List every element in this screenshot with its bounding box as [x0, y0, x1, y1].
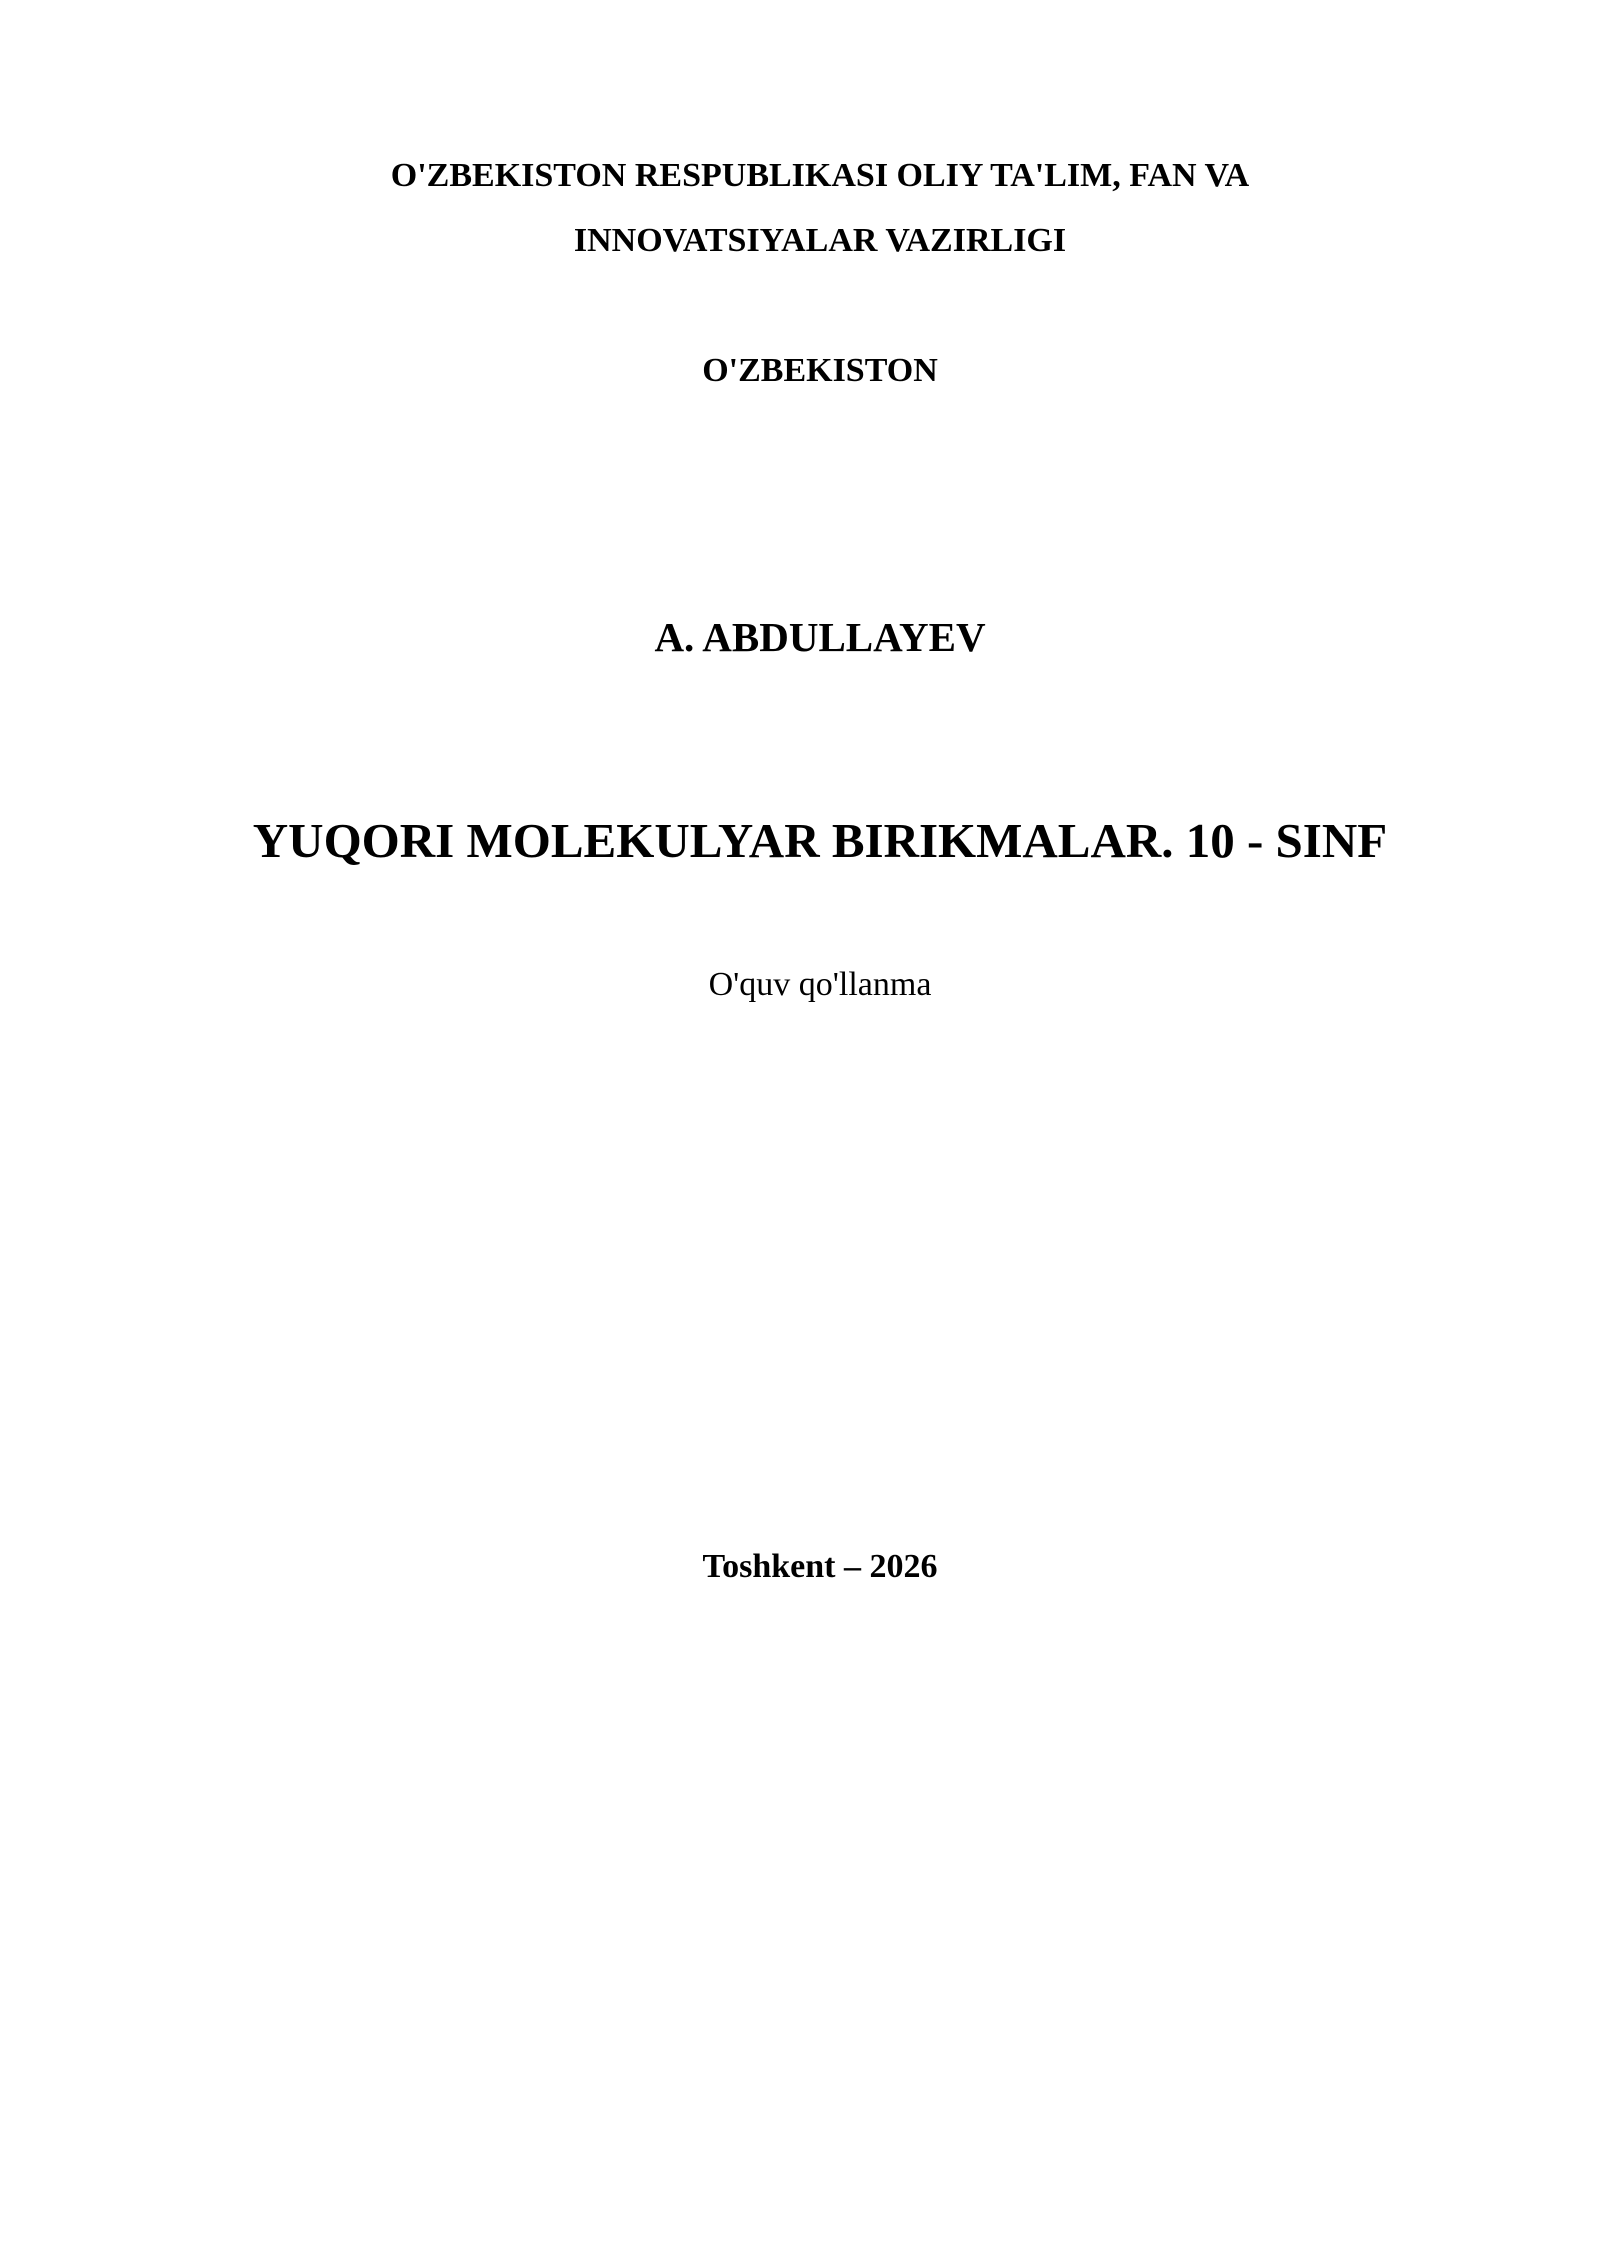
- institution-name: O'ZBEKISTON: [702, 352, 938, 389]
- author-name: A. ABDULLAYEV: [654, 614, 986, 660]
- place-and-year: Toshkent – 2026: [702, 1548, 938, 1585]
- book-title: YUQORI MOLEKULYAR BIRIKMALAR. 10 - SINF: [252, 813, 1388, 868]
- ministry-name-line-2: INNOVATSIYALAR VAZIRLIGI: [573, 222, 1067, 259]
- book-type: O'quv qo'llanma: [708, 966, 932, 1003]
- ministry-name-line-1: O'ZBEKISTON RESPUBLIKASI OLIY TA'LIM, FAN VA: [390, 157, 1250, 194]
